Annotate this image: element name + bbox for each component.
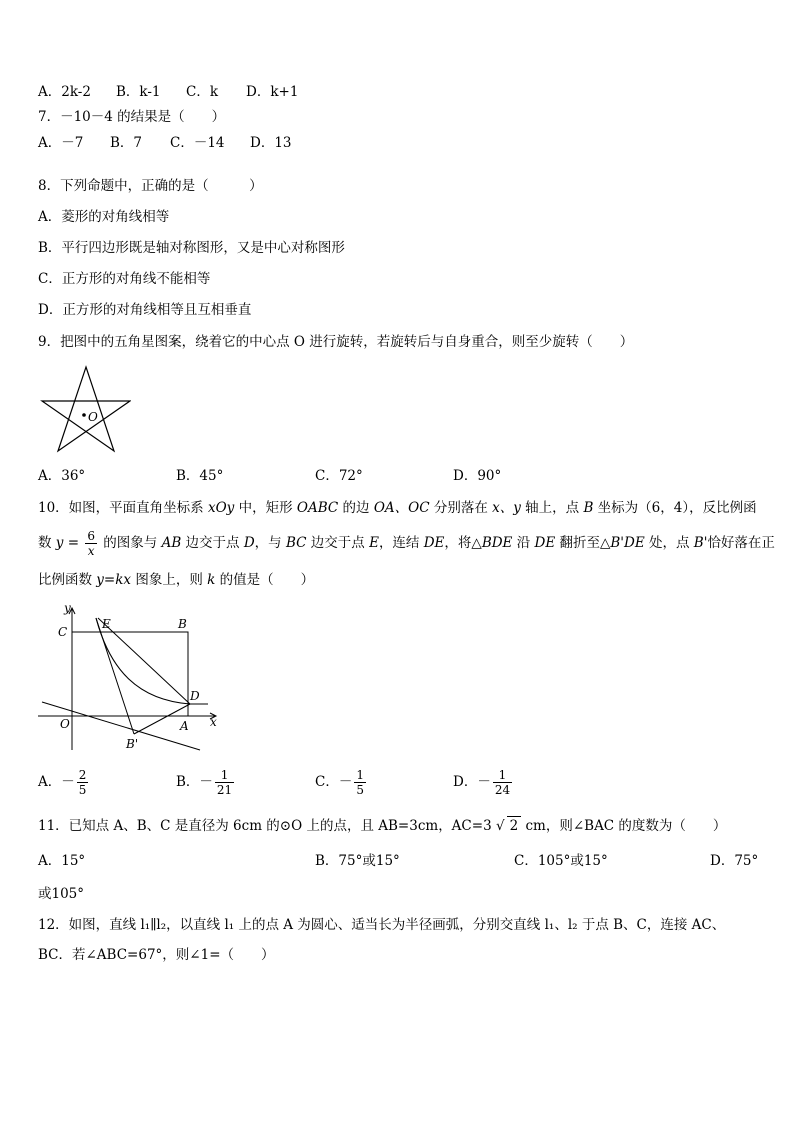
q6-option-a: A．2k-2 xyxy=(38,84,91,100)
q10-option-b: B．－ $\frac{1}{21}$ xyxy=(176,768,233,797)
q9-stem: 9．把图中的五角星图案，绕着它的中心点 O 进行旋转，若旋转后与自身重合，则至少旋转（ ） xyxy=(38,334,634,350)
q6-option-d: D．k+1 xyxy=(246,84,299,100)
q9-option-d: D．90° xyxy=(453,468,502,484)
label-b: B xyxy=(178,617,187,631)
q12-stem-line1: 12．如图，直线 l₁∥l₂，以直线 l₁ 上的点 A 为圆心、适当长为半径画弧，分别交直线 l₁、l₂ 于点 B、C，连接 AC、 xyxy=(38,917,726,933)
q8-stem: 8．下列命题中，正确的是（ ） xyxy=(38,178,263,194)
center-point xyxy=(82,413,86,417)
inverse-function-fraction: $\frac{6}{x}$ xyxy=(87,529,95,558)
q11-option-a: A．15° xyxy=(38,853,86,869)
q7-option-a: A．－7 xyxy=(38,135,84,151)
rectangle-oabc xyxy=(72,632,188,716)
q7-stem: 7．－10－4 的结果是（ ） xyxy=(38,109,226,125)
label-c: C xyxy=(58,625,68,639)
five-pointed-star-figure xyxy=(38,365,131,455)
label-a: A xyxy=(180,719,189,733)
q9-option-a: A．36° xyxy=(38,468,86,484)
q11-option-c: C．105°或15° xyxy=(514,853,608,869)
q11-option-b: B．75°或15° xyxy=(315,853,400,869)
q10-option-a: A．－ $\frac{2}{5}$ xyxy=(38,768,87,797)
q6-option-c: C．k xyxy=(186,84,219,100)
q8-option-b: B．平行四边形既是轴对称图形，又是中心对称图形 xyxy=(38,240,345,256)
q12-stem-line2: BC．若∠ABC=67°，则∠1=（ ） xyxy=(38,947,275,963)
label-e: E xyxy=(102,617,111,631)
q7-option-d: D．13 xyxy=(250,135,292,151)
label-x: x xyxy=(210,715,217,729)
q8-option-d: D．正方形的对角线相等且互相垂直 xyxy=(38,302,252,318)
q8-option-c: C．正方形的对角线不能相等 xyxy=(38,271,211,287)
q11-stem: 11．已知点 A、B、C 是直径为 6cm 的⊙O 上的点，且 AB=3cm，AC=3 √ 2 cm，则∠BAC 的度数为（ ） xyxy=(38,818,727,834)
q11-option-d-wrap: 或105° xyxy=(38,886,85,902)
q8-option-a: A．菱形的对角线相等 xyxy=(38,209,170,225)
q9-option-c: C．72° xyxy=(315,468,363,484)
label-y: y xyxy=(64,601,71,615)
q7-option-b: B．7 xyxy=(110,135,143,151)
q10-option-c: C．－ $\frac{1}{5}$ xyxy=(315,768,364,797)
label-d: D xyxy=(190,689,200,703)
q11-option-d: D．75° xyxy=(710,853,759,869)
q6-option-b: B．k-1 xyxy=(116,84,161,100)
segment-e-bprime xyxy=(96,618,134,734)
coordinate-figure xyxy=(38,600,223,755)
q10-stem-line3: 比例函数 y=kx 图象上，则 k 的值是（ ） xyxy=(38,572,315,588)
q10-stem-line2: 数 y = $\frac{6}{x}$ 的图象与 AB 边交于点 D，与 BC 边交于点 E，连结 DE，将△BDE 沿 DE 翻折至△B'DE 处，点 B'恰好落在正 xyxy=(38,529,775,558)
q7-option-c: C．－14 xyxy=(170,135,225,151)
label-o: O xyxy=(60,717,70,731)
q9-option-b: B．45° xyxy=(176,468,224,484)
label-bprime: B' xyxy=(126,737,139,751)
q10-option-d: D．－ $\frac{1}{24}$ xyxy=(453,768,511,797)
star-outline xyxy=(42,367,130,451)
q10-stem-line1: 10．如图，平面直角坐标系 xOy 中，矩形 OABC 的边 OA、OC 分别落在 x、y 轴上，点 B 坐标为（6，4），反比例函 xyxy=(38,500,757,516)
center-label: O xyxy=(88,410,98,424)
